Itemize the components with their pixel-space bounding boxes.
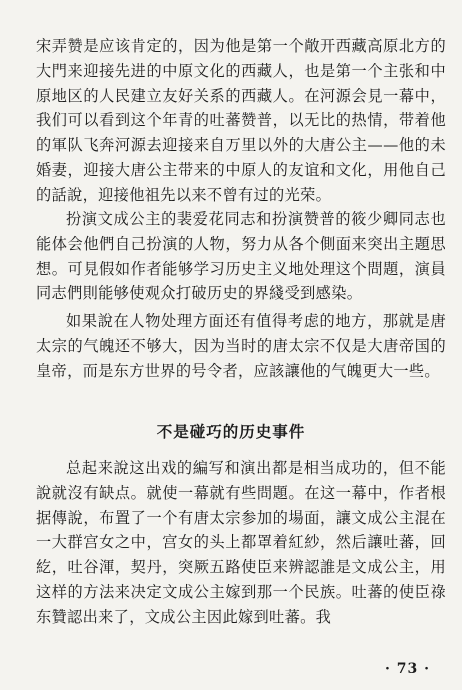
page-number: · 73 · [385, 661, 430, 677]
paragraph-3: 如果說在人物处理方面还有值得考虑的地方，那就是唐太宗的气魄还不够大，因为当时的唐太宗不仅是大唐帝国的皇帝，而是东方世界的号令者，应該讓他的气魄更大一些。 [36, 312, 446, 380]
paragraph-2: 扮演文成公主的裴爱花同志和扮演赞普的筱少卿同志也能体会他們自己扮演的人物，努力从各个側面来突出主題思想。可見假如作者能够学习历史主义地处理这个問題，演員同志們則能够使观众打破历史的界綫受到感染。 [36, 210, 446, 303]
section-title: 不是碰巧的历史事件 [156, 423, 306, 441]
paragraph-4: 总起来說这出戏的編写和演出都是相当成功的，但不能說就沒有缺点。就使一幕就有些問題。在这一幕中，作者根据傳說，布置了一个有唐太宗参加的場面，讓文成公主混在一大群宫女之中，宫女的头上都罩着紅紗，然后讓吐蕃，回紇，吐谷渾，契丹，突厥五路使臣来辨認誰是文成公主，用这样的方法来决定文成公主嫁到那一个民族。吐蕃的使臣祿东贊認出来了，文成公主因此嫁到吐蕃。我 [36, 459, 446, 626]
paragraph-1: 宋弄赞是应该肯定的，因为他是第一个敞开西藏高原北方的大門来迎接先进的中原文化的西藏人，也是第一个主张和中原地区的人民建立友好关系的西藏人。在河源会見一幕中，我们可以看到这个年青的吐蕃赞普，以无比的热情，带着他的軍队飞奔河源去迎接来自万里以外的大唐公主——他的未婚妻，迎接大唐公主带来的中原人的友谊和文化，用他自己的話說，迎接他祖先以来不曾有过的光荣。 [36, 37, 446, 204]
